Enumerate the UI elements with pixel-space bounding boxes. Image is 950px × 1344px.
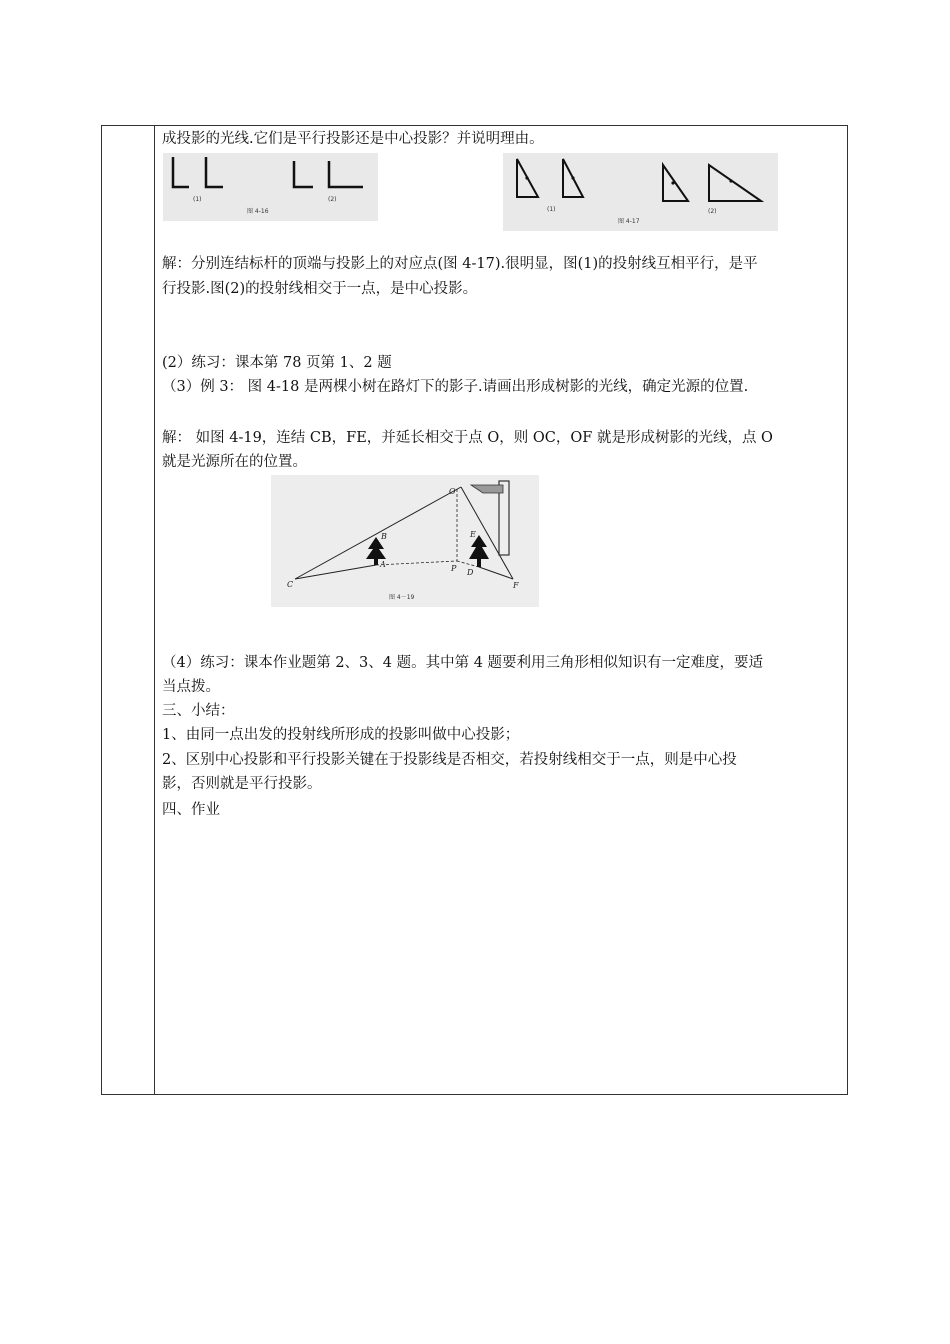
figure-4-19	[271, 475, 539, 607]
paragraph-practice-4a: （4）练习：课本作业题第 2、3、4 题。其中第 4 题要利用三角形相似知识有一定难度，要适	[162, 655, 764, 671]
point-E-label: E	[470, 530, 476, 539]
fig416-sub1: (1)	[193, 196, 202, 203]
fig419-caption: 图 4－19	[389, 594, 415, 601]
heading-summary: 三、小结：	[162, 703, 235, 719]
summary-item-1: 1、由同一点出发的投射线所形成的投影叫做中心投影；	[162, 727, 520, 743]
paragraph-practice-2: (2）练习：课本第 78 页第 1、2 题	[162, 355, 392, 371]
point-B-label: B	[381, 532, 387, 541]
fig417-sub1: (1)	[547, 206, 556, 213]
paragraph-solution-2b: 就是光源所在的位置。	[162, 454, 307, 470]
lesson-table	[101, 125, 848, 1095]
fig416-sub2: (2)	[328, 196, 337, 203]
paragraph-practice-4b: 当点拨。	[162, 679, 220, 695]
paragraph-solution-2a: 解： 如图 4-19，连结 CB，FE，并延长相交于点 O，则 OC，OF 就是形成树影的光线，点 O	[162, 430, 773, 446]
point-D-label: D	[467, 568, 474, 577]
point-O-label: O	[449, 487, 456, 496]
paragraph-example-3: （3）例 3： 图 4-18 是两棵小树在路灯下的影子.请画出形成树影的光线，确定光源的位置.	[162, 379, 749, 395]
column-divider	[154, 126, 155, 1094]
point-F-label: F	[513, 581, 519, 590]
heading-homework: 四、作业	[162, 802, 220, 818]
fig417-caption: 图 4-17	[618, 218, 640, 225]
point-P-label: P	[451, 564, 457, 573]
point-C-label: C	[287, 580, 294, 589]
paragraph-question-end: 成投影的光线.它们是平行投影还是中心投影？并说明理由。	[162, 131, 544, 147]
paragraph-solution-1a: 解：分别连结标杆的顶端与投影上的对应点(图 4-17).很明显，图(1)的投射线互相平行，是平	[162, 256, 758, 272]
figure-4-16	[163, 153, 378, 221]
figure-4-17	[503, 153, 778, 231]
fig417-sub2: (2)	[708, 208, 717, 215]
fig416-caption: 图 4-16	[247, 208, 269, 215]
summary-item-2b: 影，否则就是平行投影。	[162, 776, 322, 792]
paragraph-solution-1b: 行投影.图(2)的投射线相交于一点，是中心投影。	[162, 281, 478, 297]
point-A-label: A	[380, 560, 386, 569]
summary-item-2a: 2、区别中心投影和平行投影关键在于投影线是否相交，若投射线相交于一点，则是中心投	[162, 752, 737, 768]
